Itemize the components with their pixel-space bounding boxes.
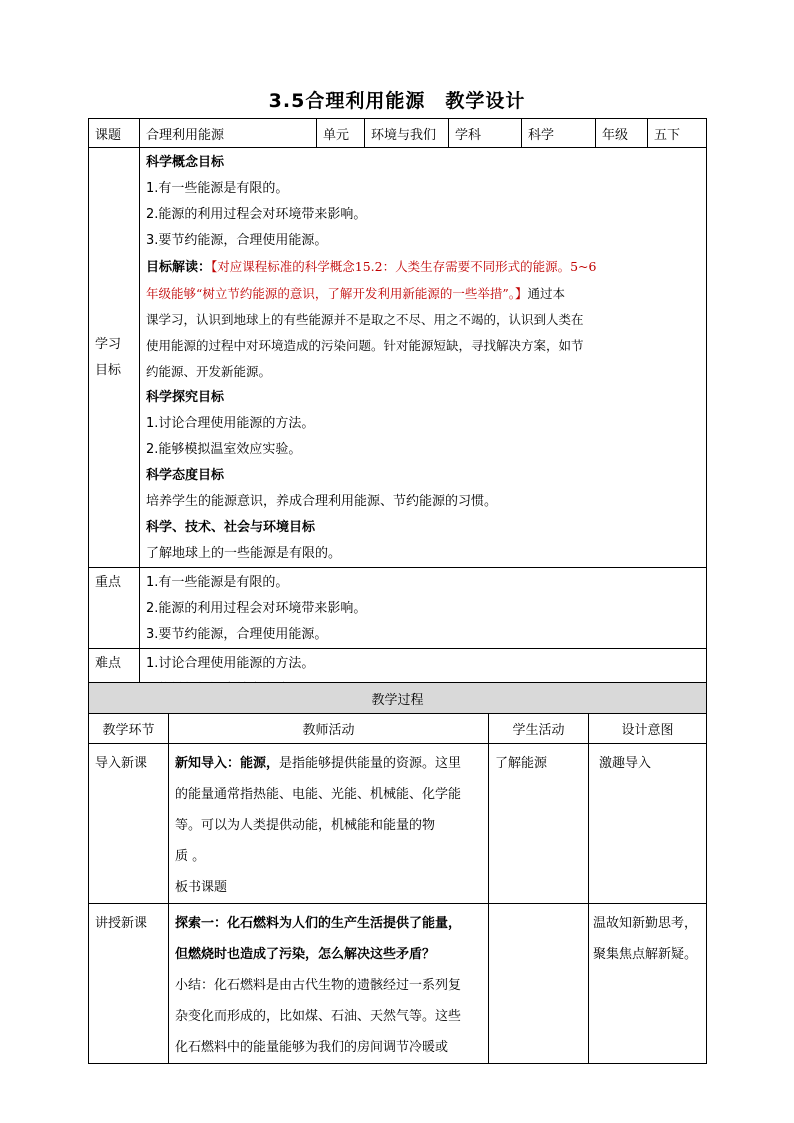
column-teacher: 教师活动 (169, 714, 489, 744)
subject-label: 课题 (89, 119, 140, 148)
interpret-text-2: 通过本 (527, 286, 566, 301)
key-points-label: 重点 (89, 568, 140, 649)
goals-label-line1: 学习 (95, 336, 122, 352)
teaching-process-table (88, 682, 707, 1064)
interpret-text-4: 使用能源的过程中对环境造成的污染问题。针对能源短缺，寻找解决方案，如节 (146, 338, 584, 353)
attitude-heading: 科学态度目标 (146, 468, 225, 483)
inquiry-item: 2.能够模拟温室效应实验。 (146, 442, 302, 457)
inquiry-item: 1.讨论合理使用能源的方法。 (146, 416, 315, 431)
goals-content (140, 148, 707, 568)
concept-item: 3.要节约能源，合理使用能源。 (146, 233, 328, 248)
column-intent: 设计意图 (589, 714, 707, 744)
explore-bold-1: 探索一：化石燃料为人们的生产生活提供了能量， (175, 916, 462, 931)
stage-intro: 导入新课 (89, 744, 169, 904)
unit-value: 环境与我们 (365, 119, 449, 148)
interpret-text-3: 课学习，认识到地球上的有些能源并不是取之不尽、用之不竭的，认识到人类在 (146, 312, 584, 327)
intro-text-4: 质 。 (175, 849, 206, 864)
attitude-text: 培养学生的能源意识，养成合理利用能源、节约能源的习惯。 (146, 494, 498, 509)
standard-reference-2: 年级能够“树立节约能源的意识，了解开发利用新能源的一些举措”。】 (146, 286, 528, 301)
intro-bold: 新知导入：能源， (175, 756, 280, 771)
column-stage: 教学环节 (89, 714, 169, 744)
teacher-activity-new-lesson (169, 904, 489, 1064)
summary-text-4: 杂变化而形成的，比如煤、石油、天然气等。这些 (175, 1009, 462, 1024)
grade-label: 年级 (596, 119, 648, 148)
design-intent-new-lesson (589, 904, 707, 1064)
subject-value: 合理利用能源 (140, 119, 317, 148)
process-row-new-lesson (89, 904, 707, 1064)
info-row (89, 119, 707, 148)
explore-bold-2: 但燃烧时也造成了污染，怎么解决这些矛盾？ (175, 947, 436, 962)
course-value: 科学 (522, 119, 596, 148)
concept-item: 2.能源的利用过程会对环境带来影响。 (146, 207, 367, 222)
key-points-content (140, 568, 707, 649)
summary-text-5: 化石燃料中的能量能够为我们的房间调节冷暖或 (175, 1040, 449, 1055)
goals-label (89, 148, 140, 568)
intent-line-2: 聚集焦点解新疑。 (593, 947, 698, 962)
grade-value: 五下 (648, 119, 707, 148)
difficulty-item: 1.讨论合理使用能源的方法。 (146, 656, 315, 671)
key-point-item: 3.要节约能源，合理使用能源。 (146, 627, 328, 642)
goals-label-line2: 目标 (95, 362, 122, 378)
document-title: 3.5合理利用能源 教学设计 (268, 90, 526, 112)
summary-text-3: 小结：化石燃料是由古代生物的遗骸经过一系列复 (175, 978, 462, 993)
standard-reference-1: 【对应课程标准的科学概念15.2：人类生存需要不同形式的能源。5~6 (211, 259, 597, 274)
goals-row (89, 148, 707, 568)
difficulties-label: 难点 (89, 649, 140, 704)
intent-line-1: 温故知新勤思考， (593, 916, 698, 931)
sts-heading: 科学、技术、社会与环境目标 (146, 520, 316, 535)
process-header: 教学过程 (89, 683, 707, 714)
key-points-row (89, 568, 707, 649)
course-label: 学科 (449, 119, 522, 148)
design-intent-intro: 激趣导入 (589, 744, 707, 904)
stage-new-lesson: 讲授新课 (89, 904, 169, 1064)
concept-item: 1.有一些能源是有限的。 (146, 181, 289, 196)
intro-text-1: 是指能够提供能量的资源。这里 (279, 756, 462, 771)
interpret-label: 目标解读： (146, 260, 212, 275)
process-header-row (89, 683, 707, 714)
goal-interpretation (146, 254, 706, 385)
intro-text-5: 板书课题 (175, 880, 228, 895)
student-activity-intro: 了解能源 (489, 744, 589, 904)
interpret-text-5: 约能源、开发新能源。 (146, 364, 272, 379)
unit-label: 单元 (317, 119, 365, 148)
inquiry-heading: 科学探究目标 (146, 390, 225, 405)
key-point-item: 1.有一些能源是有限的。 (146, 575, 289, 590)
process-row-intro (89, 744, 707, 904)
student-activity-new-lesson (489, 904, 589, 1064)
column-student: 学生活动 (489, 714, 589, 744)
key-point-item: 2.能源的利用过程会对环境带来影响。 (146, 601, 367, 616)
intro-text-3: 等。可以为人类提供动能，机械能和能量的物 (175, 818, 436, 833)
lesson-info-table (88, 118, 707, 704)
intro-text-2: 的能量通常指热能、电能、光能、机械能、化学能 (175, 787, 462, 802)
process-columns-row (89, 714, 707, 744)
teacher-activity-intro (169, 744, 489, 904)
sts-text: 了解地球上的一些能源是有限的。 (146, 546, 342, 561)
concept-heading: 科学概念目标 (146, 155, 225, 170)
